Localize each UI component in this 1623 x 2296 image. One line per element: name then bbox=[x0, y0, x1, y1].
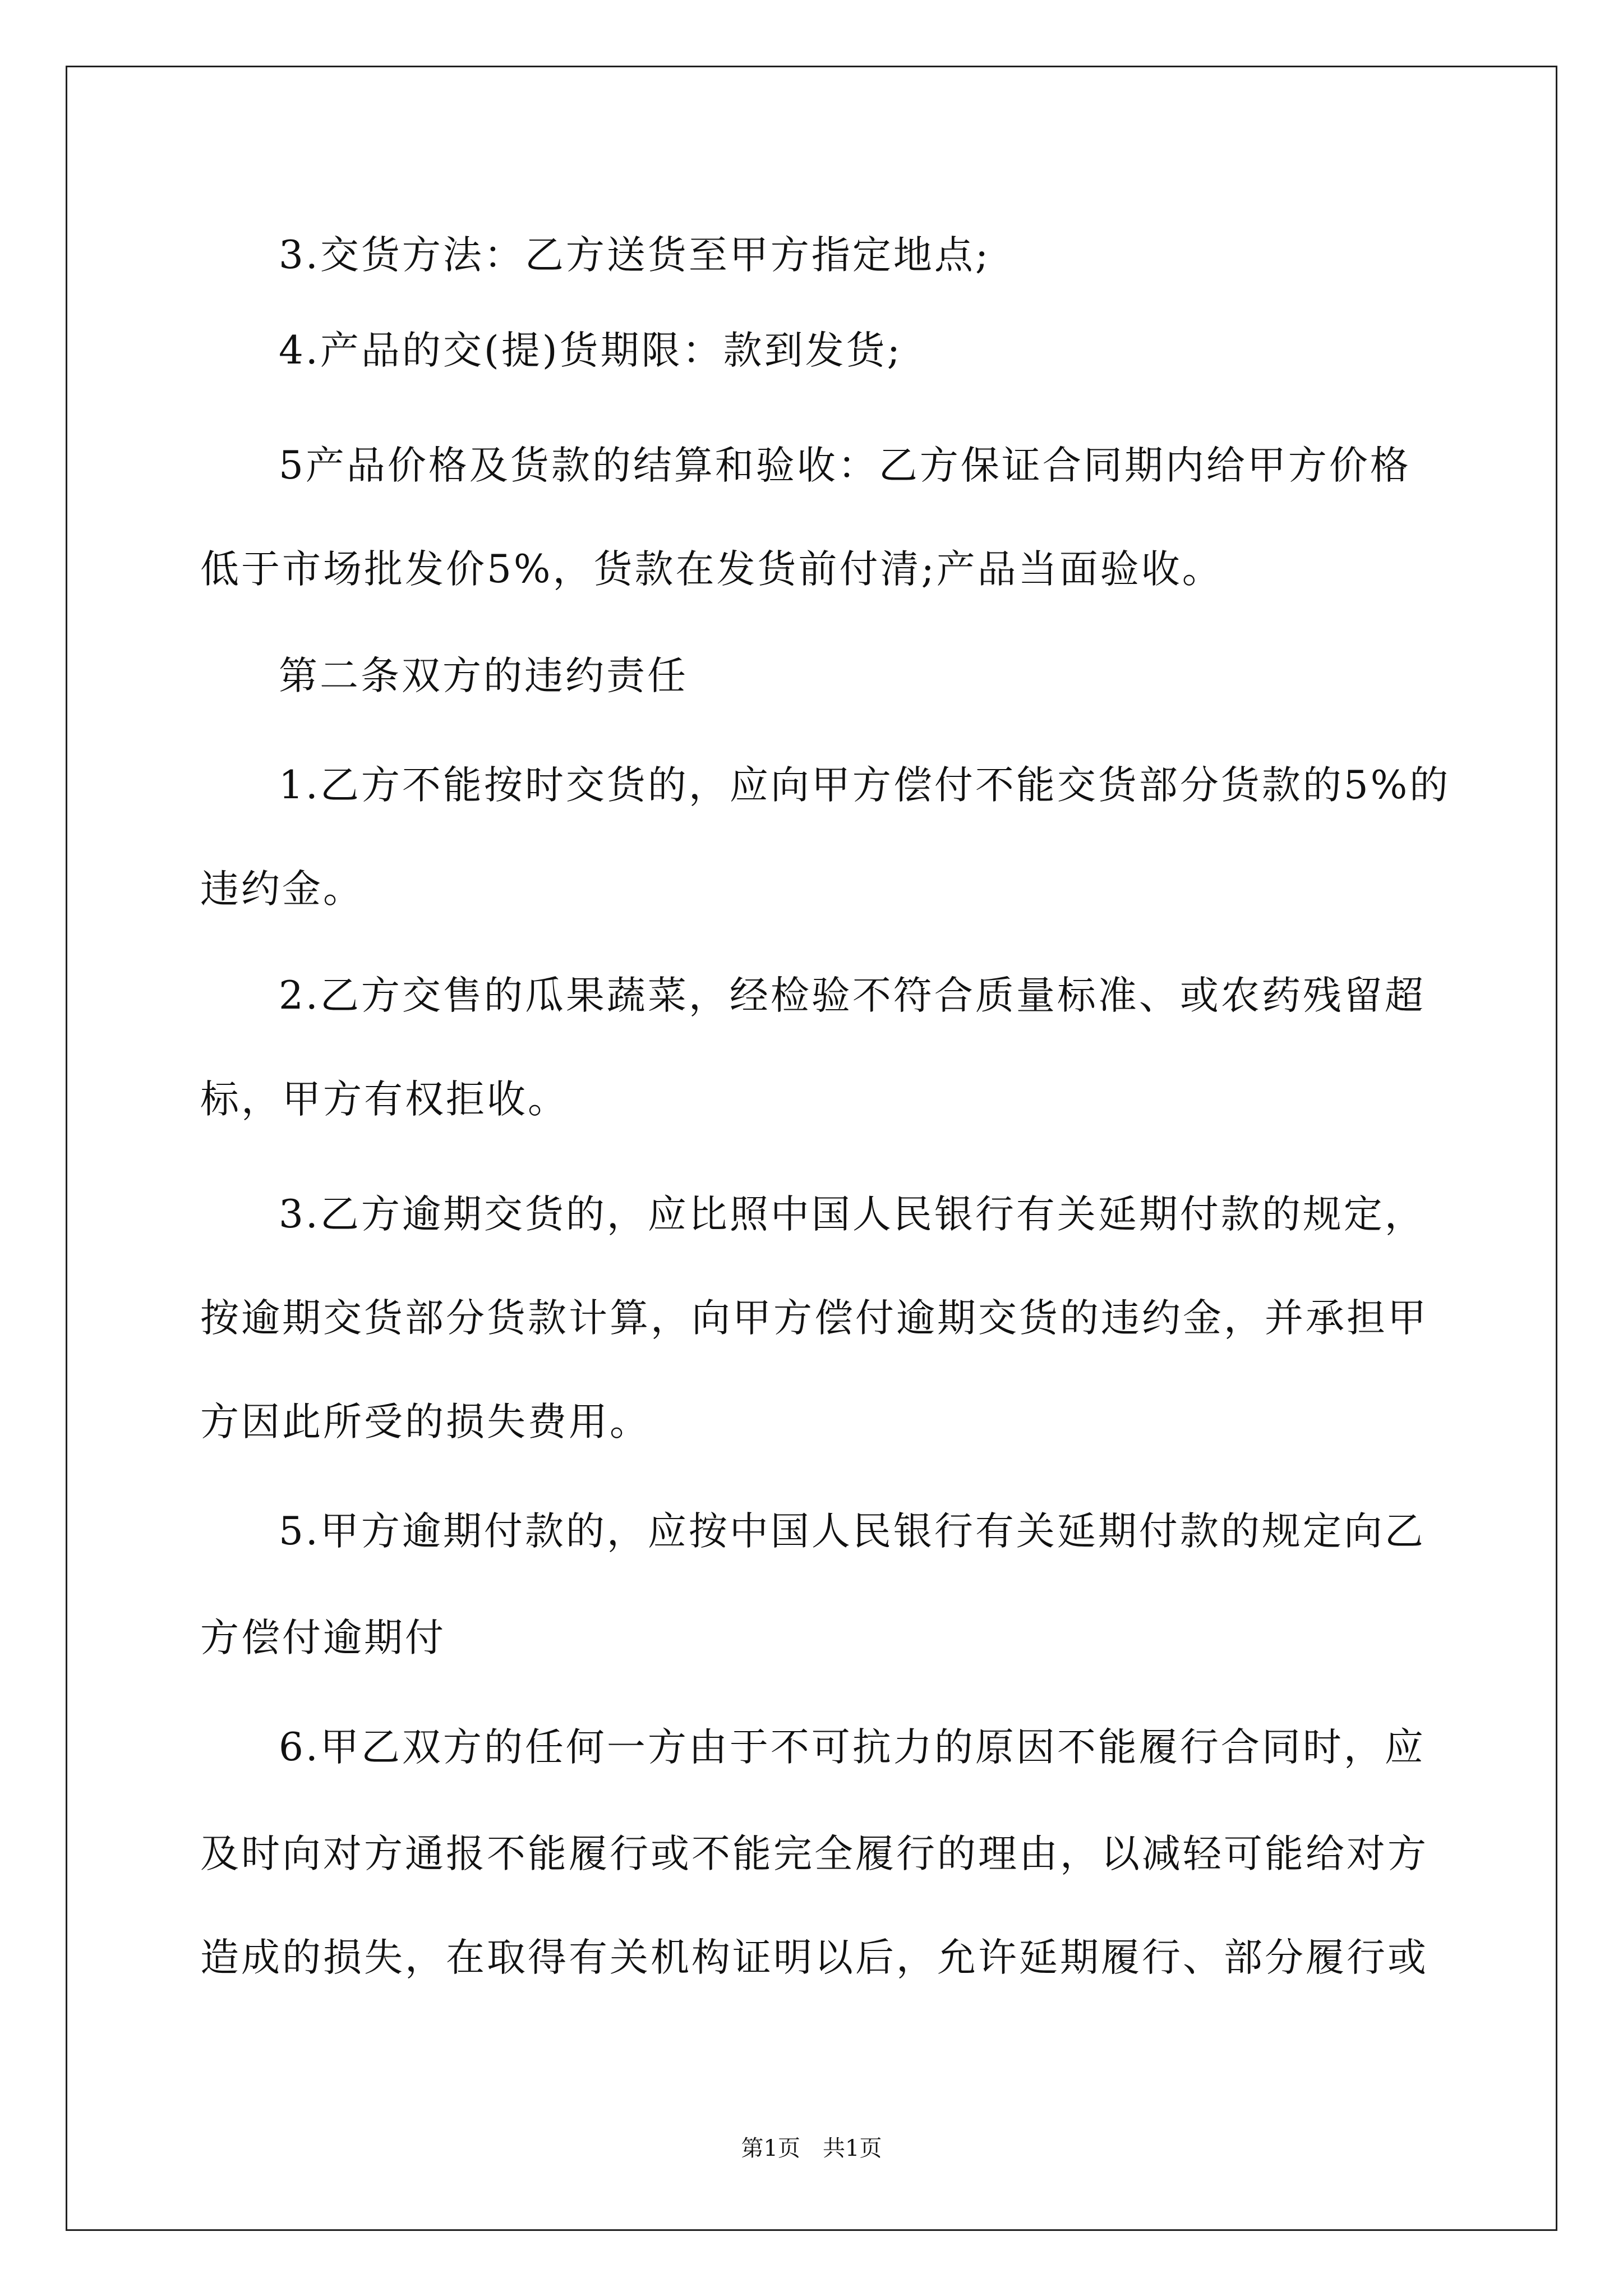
paragraph-line: 方因此所受的损失费用。 bbox=[200, 1400, 651, 1444]
paragraph-line: 低于市场批发价5%，货款在发货前付清;产品当面验收。 bbox=[200, 547, 1223, 592]
page-number-footer: 第1页 共1页 bbox=[741, 2136, 882, 2161]
section-heading: 第二条双方的违约责任 bbox=[279, 654, 688, 698]
page-border bbox=[66, 66, 1557, 2231]
paragraph-line: 2.乙方交售的瓜果蔬菜，经检验不符合质量标准、或农药残留超 bbox=[279, 973, 1426, 1018]
paragraph-line: 5.甲方逾期付款的，应按中国人民银行有关延期付款的规定向乙 bbox=[279, 1509, 1426, 1554]
paragraph-line: 3.乙方逾期交货的，应比照中国人民银行有关延期付款的规定， bbox=[279, 1192, 1426, 1237]
paragraph-line: 按逾期交货部分货款计算，向甲方偿付逾期交货的违约金，并承担甲 bbox=[200, 1296, 1428, 1341]
paragraph-line: 方偿付逾期付 bbox=[200, 1616, 446, 1660]
paragraph-line: 1.乙方不能按时交货的，应向甲方偿付不能交货部分货款的5%的 bbox=[279, 763, 1451, 808]
paragraph-line: 5产品价格及货款的结算和验收：乙方保证合同期内给甲方价格 bbox=[279, 443, 1411, 488]
paragraph-line: 标，甲方有权拒收。 bbox=[200, 1077, 569, 1122]
paragraph-line: 违约金。 bbox=[200, 867, 364, 912]
paragraph-line: 造成的损失，在取得有关机构证明以后，允许延期履行、部分履行或 bbox=[200, 1935, 1428, 1980]
paragraph-line: 4.产品的交(提)货期限：款到发货; bbox=[279, 328, 902, 373]
paragraph-line: 6.甲乙双方的任何一方由于不可抗力的原因不能履行合同时，应 bbox=[279, 1725, 1426, 1770]
paragraph-line: 3.交货方法：乙方送货至甲方指定地点; bbox=[279, 233, 991, 278]
paragraph-line: 及时向对方通报不能履行或不能完全履行的理由，以减轻可能给对方 bbox=[200, 1832, 1428, 1876]
